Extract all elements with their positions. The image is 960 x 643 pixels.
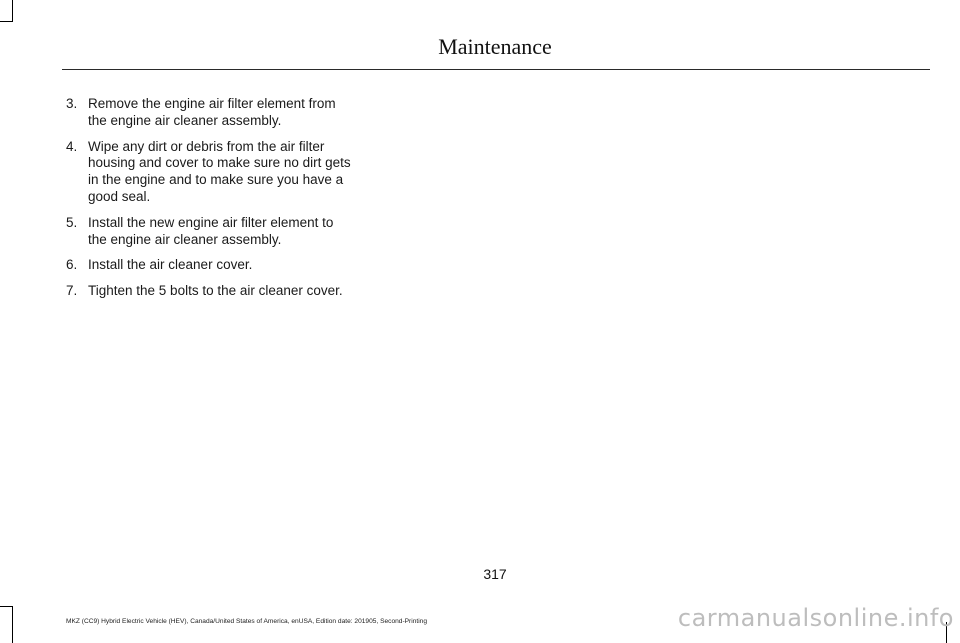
step-text: Wipe any dirt or debris from the air filter housing and cover to make sure no dirt gets in the engine and to make sure you have a good seal. xyxy=(88,138,351,204)
step-number: 6. xyxy=(66,257,78,273)
list-item xyxy=(62,96,352,130)
crop-mark-bottom-left-vertical xyxy=(12,606,13,643)
step-number: 5. xyxy=(66,214,78,230)
step-number: 3. xyxy=(66,96,78,111)
step-text: Install the air cleaner cover. xyxy=(88,257,253,273)
list-item xyxy=(62,215,352,249)
step-text: Install the new engine air filter element to the engine air cleaner assembly. xyxy=(88,214,334,247)
step-text: Remove the engine air filter element from the engine air cleaner assembly. xyxy=(88,96,336,128)
step-number: 7. xyxy=(66,283,78,299)
list-item xyxy=(62,257,352,274)
crop-mark-top-left-vertical xyxy=(12,0,13,22)
step-number: 4. xyxy=(66,138,78,154)
header-divider xyxy=(62,69,930,70)
step-text: Tighten the 5 bolts to the air cleaner cover. xyxy=(88,283,343,299)
list-item xyxy=(62,139,352,206)
page-title: Maintenance xyxy=(438,34,552,59)
edition-footer: MKZ (CC9) Hybrid Electric Vehicle (HEV), Canada/United States of America, enUSA, Edition date: 201905, Second-Printing xyxy=(66,618,427,625)
page-number: 317 xyxy=(483,566,507,582)
procedure-steps xyxy=(62,96,352,309)
crop-mark-top-left-horizontal xyxy=(0,21,13,22)
crop-mark-bottom-left-horizontal xyxy=(0,606,13,607)
list-item xyxy=(62,283,352,300)
watermark: carmanualsonline.info xyxy=(677,604,954,632)
